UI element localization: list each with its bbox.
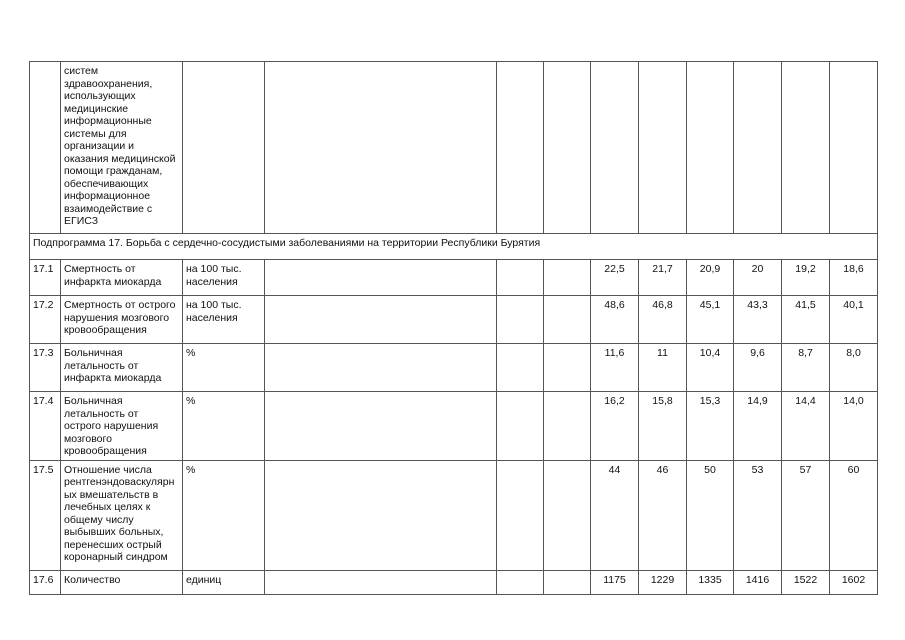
subprogram-title: Подпрограмма 17. Борьба с сердечно-сосудистыми заболеваниями на территории Республики Бурятия (30, 234, 878, 260)
value-cell: 14,9 (734, 392, 782, 461)
value-cell: 19,2 (782, 260, 830, 296)
value-cell: 11 (639, 344, 687, 392)
value-cell: 46 (639, 460, 687, 570)
value-cell: 45,1 (687, 296, 734, 344)
value-cell: 60 (830, 460, 878, 570)
empty-cell (265, 570, 497, 594)
row-code: 17.6 (30, 570, 61, 594)
empty-cell (497, 392, 544, 461)
value-cell: 15,3 (687, 392, 734, 461)
value-cell: 40,1 (830, 296, 878, 344)
value-cell (830, 62, 878, 234)
value-cell (687, 62, 734, 234)
value-cell: 44 (591, 460, 639, 570)
table-row (30, 62, 878, 234)
unit-cell (183, 62, 265, 234)
unit-cell: на 100 тыс. населения (183, 296, 265, 344)
indicator-name: Отношение числа рентгенэндоваскулярн ых вмешательств в лечебных целях к общему числу выбывших больных, перенесших острый коронарный синдром (61, 460, 183, 570)
row-code: 17.1 (30, 260, 61, 296)
empty-cell (265, 344, 497, 392)
value-cell: 8,0 (830, 344, 878, 392)
empty-cell (497, 296, 544, 344)
row-code: 17.5 (30, 460, 61, 570)
empty-cell (497, 570, 544, 594)
value-cell: 14,0 (830, 392, 878, 461)
empty-cell (544, 570, 591, 594)
empty-cell (544, 392, 591, 461)
row-code: 17.2 (30, 296, 61, 344)
value-cell: 16,2 (591, 392, 639, 461)
value-cell: 53 (734, 460, 782, 570)
empty-cell (497, 260, 544, 296)
empty-cell (497, 344, 544, 392)
value-cell: 50 (687, 460, 734, 570)
value-cell: 43,3 (734, 296, 782, 344)
empty-cell (265, 260, 497, 296)
indicator-name: систем здравоохранения, использующих медицинские информационные системы для организации и оказания медицинской помощи гражданам, обеспечивающих информационное взаимодействие с ЕГИСЗ (61, 62, 183, 234)
value-cell: 9,6 (734, 344, 782, 392)
empty-cell (544, 296, 591, 344)
unit-cell: на 100 тыс. населения (183, 260, 265, 296)
value-cell: 21,7 (639, 260, 687, 296)
empty-cell (497, 460, 544, 570)
value-cell: 46,8 (639, 296, 687, 344)
empty-cell (544, 460, 591, 570)
indicator-name: Смертность от инфаркта миокарда (61, 260, 183, 296)
value-cell: 1175 (591, 570, 639, 594)
subprogram-row (30, 234, 878, 260)
indicator-name: Больничная летальность от острого нарушения мозгового кровообращения (61, 392, 183, 461)
value-cell: 1335 (687, 570, 734, 594)
empty-cell (497, 62, 544, 234)
row-code: 17.4 (30, 392, 61, 461)
value-cell: 1522 (782, 570, 830, 594)
row-code: 17.3 (30, 344, 61, 392)
value-cell: 15,8 (639, 392, 687, 461)
value-cell: 22,5 (591, 260, 639, 296)
empty-cell (544, 260, 591, 296)
table-row (30, 344, 878, 392)
value-cell: 8,7 (782, 344, 830, 392)
table-row (30, 460, 878, 570)
table-row (30, 260, 878, 296)
indicator-name: Смертность от острого нарушения мозгового кровообращения (61, 296, 183, 344)
value-cell: 14,4 (782, 392, 830, 461)
value-cell (639, 62, 687, 234)
empty-cell (544, 344, 591, 392)
empty-cell (265, 392, 497, 461)
indicators-table (29, 61, 878, 595)
table-row (30, 392, 878, 461)
indicator-name: Количество (61, 570, 183, 594)
value-cell: 1602 (830, 570, 878, 594)
empty-cell (265, 296, 497, 344)
unit-cell: единиц (183, 570, 265, 594)
value-cell: 41,5 (782, 296, 830, 344)
unit-cell: % (183, 344, 265, 392)
table-row (30, 570, 878, 594)
unit-cell: % (183, 460, 265, 570)
value-cell (782, 62, 830, 234)
table-row (30, 296, 878, 344)
empty-cell (265, 62, 497, 234)
value-cell: 1416 (734, 570, 782, 594)
unit-cell: % (183, 392, 265, 461)
indicator-name: Больничная летальность от инфаркта миокарда (61, 344, 183, 392)
empty-cell (544, 62, 591, 234)
value-cell: 48,6 (591, 296, 639, 344)
value-cell: 10,4 (687, 344, 734, 392)
empty-cell (265, 460, 497, 570)
value-cell: 57 (782, 460, 830, 570)
value-cell: 1229 (639, 570, 687, 594)
value-cell (591, 62, 639, 234)
value-cell: 20 (734, 260, 782, 296)
value-cell: 18,6 (830, 260, 878, 296)
value-cell (734, 62, 782, 234)
value-cell: 20,9 (687, 260, 734, 296)
value-cell: 11,6 (591, 344, 639, 392)
row-code (30, 62, 61, 234)
